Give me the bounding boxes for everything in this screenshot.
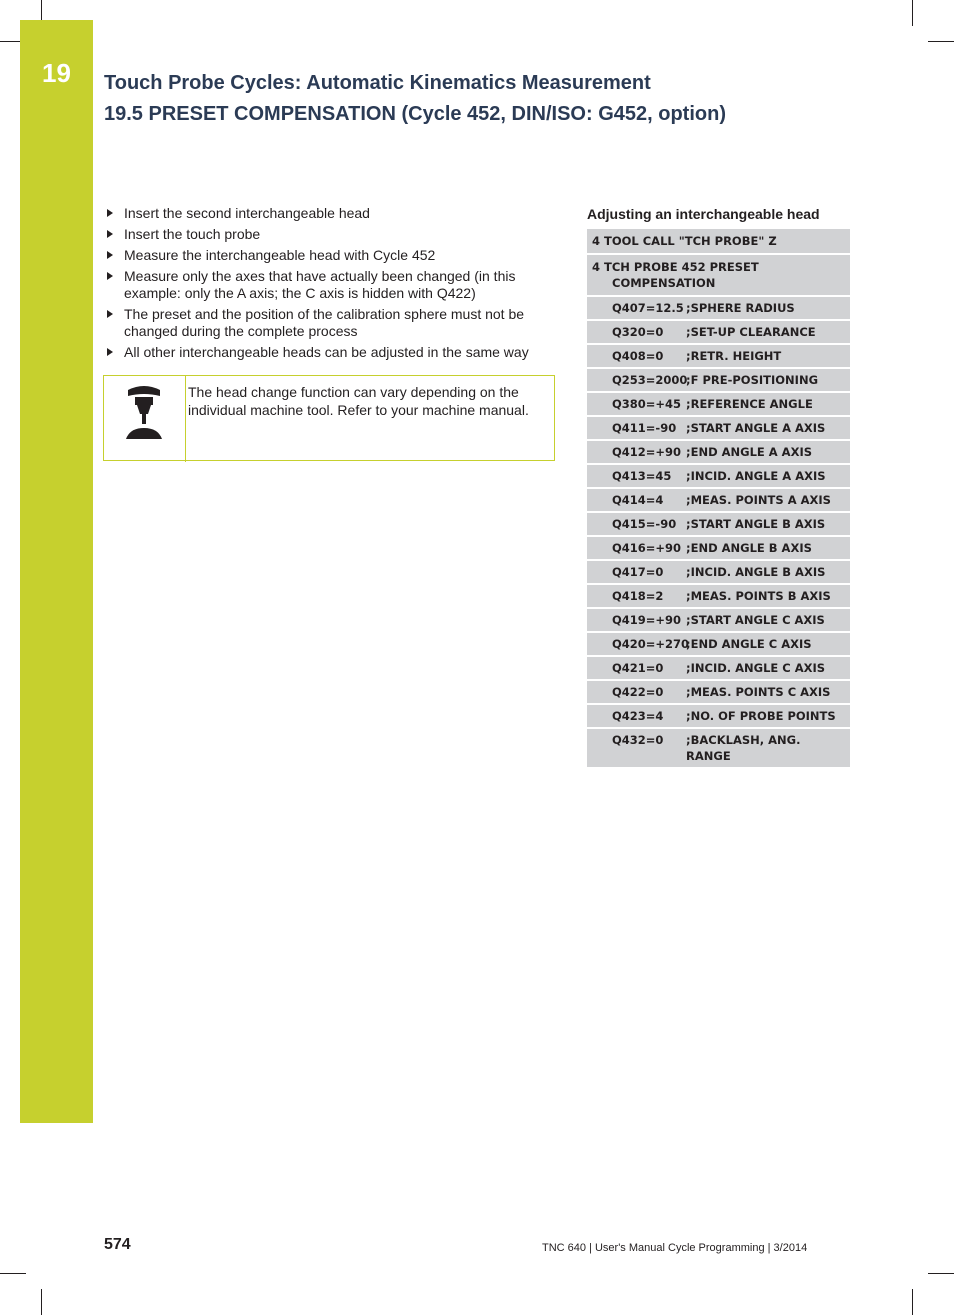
list-item: Measure the interchangeable head with Cycle 452 — [104, 247, 554, 264]
program-line: Q420=+270 ;END ANGLE C AXIS — [587, 633, 850, 655]
chapter-number: 19 — [42, 58, 71, 88]
chapter-sidebar — [20, 20, 93, 1123]
crop-mark — [912, 1289, 913, 1315]
program-heading: Adjusting an interchangeable head — [587, 206, 820, 222]
program-line: Q423=4 ;NO. OF PROBE POINTS — [587, 705, 850, 727]
program-line: Q415=-90 ;START ANGLE B AXIS — [587, 513, 850, 535]
program-line: 4 TCH PROBE 452 PRESET COMPENSATION — [587, 255, 850, 295]
note-text: The head change function can vary depending on the individual machine tool. Refer to your machine manual. — [188, 384, 529, 418]
program-line: Q414=4 ;MEAS. POINTS A AXIS — [587, 489, 850, 511]
chapter-title: Touch Probe Cycles: Automatic Kinematics Measurement — [104, 72, 651, 94]
list-item: Insert the second interchangeable head — [104, 205, 554, 222]
steps-list — [104, 205, 554, 365]
footer-text: TNC 640 | User's Manual Cycle Programming | 3/2014 — [542, 1242, 808, 1254]
program-line: 4 TOOL CALL "TCH PROBE" Z — [587, 229, 850, 253]
program-line: Q413=45 ;INCID. ANGLE A AXIS — [587, 465, 850, 487]
program-line: Q253=2000 ;F PRE-POSITIONING — [587, 369, 850, 391]
list-item: The preset and the position of the calibration sphere must not be changed during the complete process — [104, 306, 554, 340]
note-divider — [185, 376, 186, 462]
program-line: Q419=+90 ;START ANGLE C AXIS — [587, 609, 850, 631]
note-box — [103, 375, 555, 461]
list-item: Insert the touch probe — [104, 226, 554, 243]
program-line: Q320=0 ;SET-UP CLEARANCE — [587, 321, 850, 343]
program-line: Q407=12.5 ;SPHERE RADIUS — [587, 297, 850, 319]
section-title: 19.5 PRESET COMPENSATION (Cycle 452, DIN/ISO: G452, option) — [104, 103, 726, 125]
page-number: 574 — [104, 1236, 131, 1253]
program-line: Q412=+90 ;END ANGLE A AXIS — [587, 441, 850, 463]
bullet-arrow-icon — [107, 251, 113, 259]
bullet-arrow-icon — [107, 272, 113, 280]
bullet-arrow-icon — [107, 209, 113, 217]
program-line: Q411=-90 ;START ANGLE A AXIS — [587, 417, 850, 439]
list-item: Measure only the axes that have actually been changed (in this example: only the A axis; the C axis is hidden with Q422) — [104, 268, 554, 302]
program-line: Q421=0 ;INCID. ANGLE C AXIS — [587, 657, 850, 679]
list-item: All other interchangeable heads can be adjusted in the same way — [104, 344, 554, 361]
crop-mark — [928, 1273, 954, 1274]
program-line: Q422=0 ;MEAS. POINTS C AXIS — [587, 681, 850, 703]
program-line: Q432=0 ;BACKLASH, ANG. RANGE — [587, 729, 850, 767]
crop-mark — [0, 1273, 26, 1274]
program-line: Q418=2 ;MEAS. POINTS B AXIS — [587, 585, 850, 607]
program-line: Q408=0 ;RETR. HEIGHT — [587, 345, 850, 367]
crop-mark — [928, 41, 954, 42]
program-line: Q380=+45 ;REFERENCE ANGLE — [587, 393, 850, 415]
program-line: Q416=+90 ;END ANGLE B AXIS — [587, 537, 850, 559]
program-line: Q417=0 ;INCID. ANGLE B AXIS — [587, 561, 850, 583]
crop-mark — [912, 0, 913, 26]
bullet-arrow-icon — [107, 348, 113, 356]
crop-mark — [41, 1289, 42, 1315]
bullet-arrow-icon — [107, 230, 113, 238]
program-listing — [587, 229, 850, 769]
bullet-arrow-icon — [107, 310, 113, 318]
machine-tool-icon — [124, 384, 164, 447]
